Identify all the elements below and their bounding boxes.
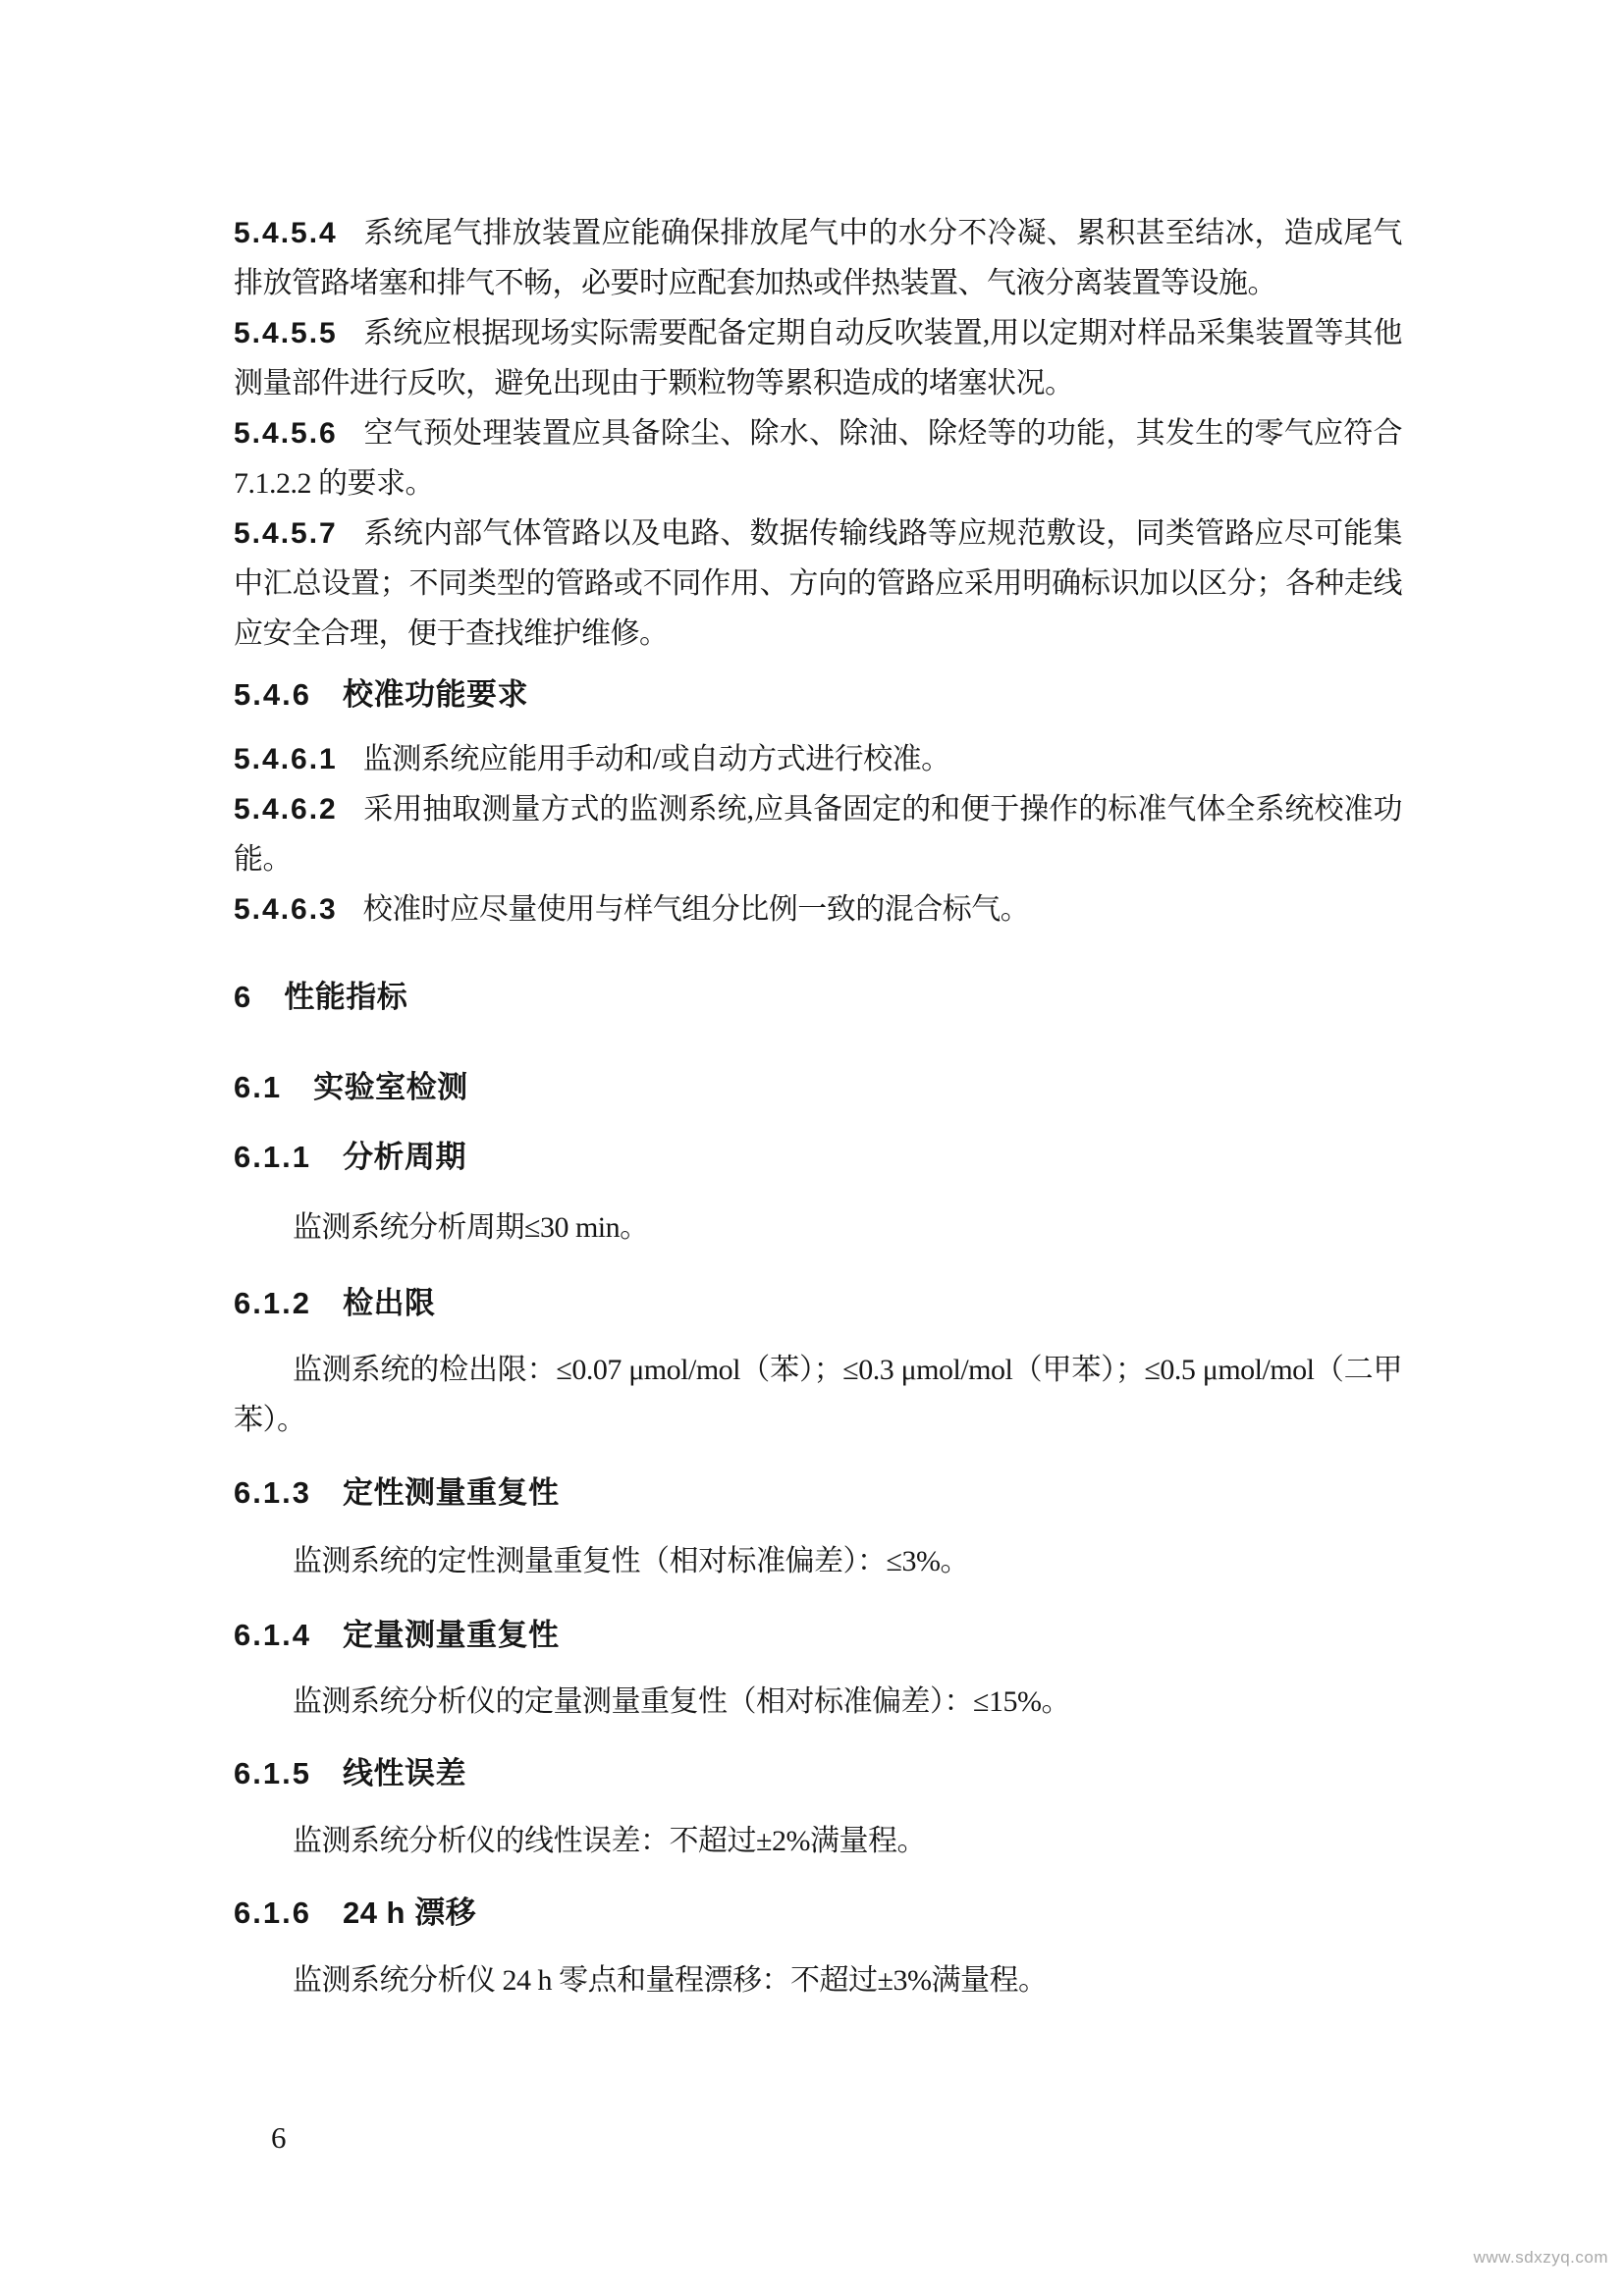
heading-number: 6.1.3 [234,1475,311,1510]
page-content [234,208,1402,2005]
heading-title: 定性测量重复性 [342,1475,560,1510]
clause-number: 5.4.5.5 [234,317,338,349]
clause-5-4-6-1 [234,734,1402,784]
heading-number: 6.1.1 [234,1140,311,1174]
clause-5-4-5-6 [234,408,1402,508]
heading-number: 6.1.6 [234,1896,311,1930]
clause-5-4-6-3 [234,884,1402,934]
heading-6-1-1 [234,1132,1402,1182]
clause-number: 5.4.5.6 [234,417,338,450]
heading-number: 6.1 [234,1070,283,1104]
para-detection-limit: 监测系统的检出限：≤0.07 μmol/mol（苯）；≤0.3 μmol/mol（甲苯）；≤0.5 μmol/mol（二甲苯）。 [234,1354,1402,1436]
clause-text: 系统应根据现场实际需要配备定期自动反吹装置,用以定期对样品采集装置等其他测量部件进行反吹，避免出现由于颗粒物等累积造成的堵塞状况。 [234,317,1402,400]
clause-number: 5.4.6.3 [234,893,338,926]
clause-text: 系统尾气排放装置应能确保排放尾气中的水分不冷凝、累积甚至结冰，造成尾气排放管路堵塞和排气不畅，必要时应配套加热或伴热装置、气液分离装置等设施。 [234,217,1402,299]
clause-5-4-5-7 [234,508,1402,659]
heading-6 [234,972,1402,1022]
heading-title: 定量测量重复性 [342,1618,560,1652]
clause-text: 监测系统应能用手动和/或自动方式进行校准。 [362,743,950,775]
clause-number: 5.4.5.7 [234,517,338,550]
heading-title: 校准功能要求 [342,677,528,712]
clause-5-4-6-2 [234,784,1402,884]
heading-6-1-3 [234,1468,1402,1518]
heading-6-1-4 [234,1610,1402,1660]
clause-5-4-5-5 [234,308,1402,408]
clause-number: 5.4.6.2 [234,793,338,826]
clause-text: 系统内部气体管路以及电路、数据传输线路等应规范敷设，同类管路应尽可能集中汇总设置；不同类型的管路或不同作用、方向的管路应采用明确标识加以区分；各种走线应安全合理，便于查找维护维修。 [234,517,1402,650]
page-number: 6 [271,2120,287,2155]
clause-number: 5.4.6.1 [234,743,338,775]
para-linearity-error: 监测系统分析仪的线性误差：不超过±2%满量程。 [293,1825,926,1857]
para-quantitative-repeatability: 监测系统分析仪的定量测量重复性（相对标准偏差）：≤15%。 [293,1685,1070,1718]
heading-title: 24 h 漂移 [342,1896,477,1930]
heading-6-1-2 [234,1278,1402,1328]
heading-title: 线性误差 [342,1756,466,1790]
heading-number: 6 [234,980,253,1014]
para-analysis-period: 监测系统分析周期≤30 min。 [293,1211,649,1244]
heading-6-1-6 [234,1888,1402,1938]
para-qualitative-repeatability: 监测系统的定性测量重复性（相对标准偏差）：≤3%。 [293,1545,969,1577]
heading-title: 检出限 [342,1286,436,1320]
watermark-url: www.sdxzyq.com [1473,2248,1608,2267]
heading-6-1-5 [234,1748,1402,1798]
clause-text: 空气预处理装置应具备除尘、除水、除油、除烃等的功能，其发生的零气应符合 7.1.2.2 的要求。 [234,417,1402,500]
heading-title: 实验室检测 [313,1070,468,1104]
heading-title: 分析周期 [342,1140,466,1174]
heading-number: 6.1.2 [234,1286,311,1320]
heading-title: 性能指标 [284,980,408,1014]
heading-6-1 [234,1062,1402,1112]
clause-5-4-5-4 [234,208,1402,308]
heading-5-4-6 [234,669,1402,720]
clause-text: 校准时应尽量使用与样气组分比例一致的混合标气。 [362,893,1030,926]
heading-number: 5.4.6 [234,677,311,712]
clause-text: 采用抽取测量方式的监测系统,应具备固定的和便于操作的标准气体全系统校准功能。 [234,793,1402,876]
clause-number: 5.4.5.4 [234,217,338,249]
heading-number: 6.1.5 [234,1756,311,1790]
para-24h-drift: 监测系统分析仪 24 h 零点和量程漂移：不超过±3%满量程。 [293,1964,1048,1997]
heading-number: 6.1.4 [234,1618,311,1652]
